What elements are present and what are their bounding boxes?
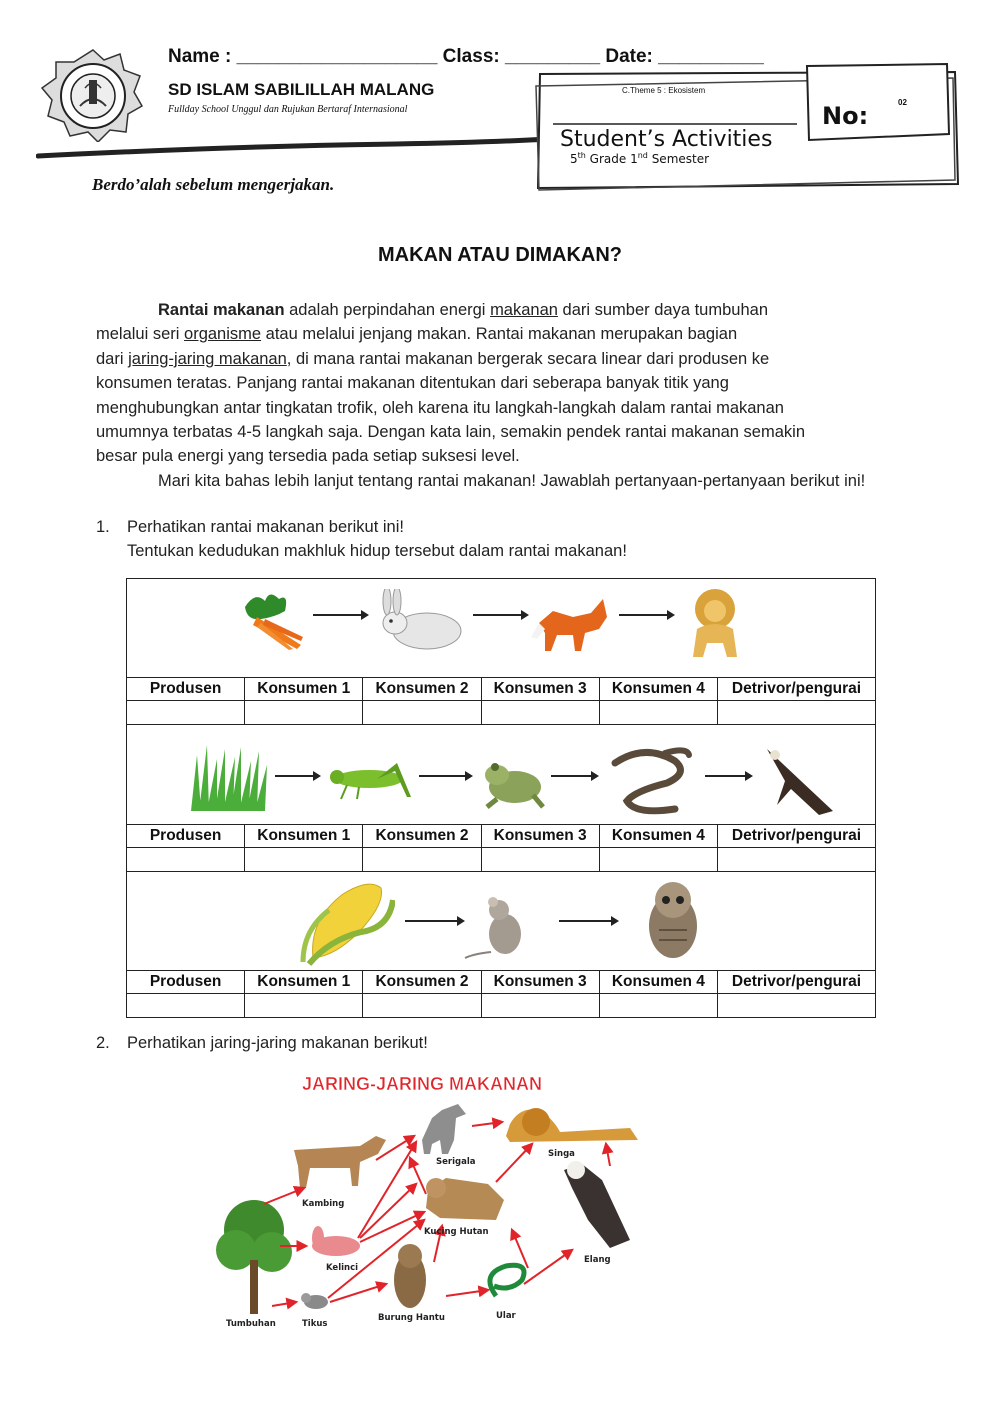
food-chain-table-3 (126, 872, 876, 1018)
answer-cell[interactable] (481, 994, 599, 1018)
fox-icon (529, 593, 613, 655)
school-motto: Fullday School Unggul dan Rujukan Bertaraf Internasional (168, 104, 408, 115)
answer-cell[interactable] (718, 701, 876, 725)
label-elang: Elang (584, 1255, 611, 1265)
label-kambing: Kambing (302, 1199, 345, 1209)
wolf-icon (422, 1104, 466, 1154)
answer-cell[interactable] (245, 848, 363, 872)
header-cell: Konsumen 3 (481, 678, 599, 701)
chain-1-pictures (127, 579, 875, 677)
answer-cell[interactable] (363, 701, 481, 725)
q2-line1: Perhatikan jaring-jaring makanan berikut! (127, 1034, 428, 1052)
answer-cell[interactable] (245, 701, 363, 725)
owl-icon (394, 1244, 426, 1308)
rabbit-icon (373, 589, 469, 653)
q1-line2: Tentukan kedudukan makhluk hidup tersebut dalam rantai makanan! (127, 542, 627, 560)
answer-cell[interactable] (599, 701, 717, 725)
label-ular: Ular (496, 1311, 516, 1321)
chain-3-grid (126, 970, 876, 1018)
answer-cell[interactable] (481, 848, 599, 872)
goat-icon (294, 1136, 386, 1188)
label-serigala: Serigala (436, 1157, 476, 1167)
header-cell: Konsumen 3 (481, 825, 599, 848)
snake-icon (490, 1265, 524, 1296)
header-cell: Konsumen 3 (481, 971, 599, 994)
snake-icon (605, 743, 697, 817)
chain-2-arrow (551, 775, 597, 777)
header-cell: Konsumen 4 (599, 678, 717, 701)
chain-1-answer-row (127, 701, 876, 725)
lion-icon (506, 1108, 638, 1142)
header-cell: Konsumen 2 (363, 971, 481, 994)
chain-3-pictures (127, 872, 875, 970)
activities-title: Student’s Activities (560, 127, 773, 152)
eagle-icon (564, 1161, 630, 1248)
prayer-note: Berdo’alah sebelum mengerjakan. (92, 175, 335, 194)
header-cell: Produsen (127, 825, 245, 848)
grasshopper-icon (327, 761, 415, 801)
header-cell: Konsumen 1 (245, 678, 363, 701)
answer-cell[interactable] (599, 994, 717, 1018)
food-web-diagram (210, 1070, 650, 1335)
label-singa: Singa (548, 1149, 575, 1159)
label-tikus: Tikus (302, 1319, 328, 1329)
food-chain-table-1 (126, 578, 876, 725)
owl-icon (635, 880, 711, 964)
frog-icon (477, 755, 547, 809)
q1-line1: Perhatikan rantai makanan berikut ini! (127, 518, 404, 536)
chain-2-answer-row (127, 848, 876, 872)
answer-cell[interactable] (481, 701, 599, 725)
answer-cell[interactable] (363, 994, 481, 1018)
eagle-icon (761, 745, 835, 819)
chain-1-grid (126, 677, 876, 725)
student-info-line: Name : ___________________ Class: _________ Date: __________ (168, 46, 764, 67)
number-value: 02 (898, 98, 907, 107)
wildcat-icon (426, 1178, 504, 1220)
q2-number: 2. (96, 1034, 110, 1052)
instruction-paragraph: Mari kita bahas lebih lanjut tentang rantai makanan! Jawablah pertanyaan-pertanyaan berikut ini! (158, 472, 866, 490)
answer-cell[interactable] (127, 994, 245, 1018)
q1-number: 1. (96, 518, 110, 536)
answer-cell[interactable] (718, 848, 876, 872)
theme-label: C.Theme 5 : Ekosistem (622, 86, 706, 95)
chain-1-arrow (473, 614, 527, 616)
intro-paragraph: Rantai makanan adalah perpindahan energi makanan dari sumber daya tumbuhan melalui seri organisme atau melalui jenjang makan. Rantai makanan merupakan bagian dari jaring-jaring makanan, di mana rantai makanan bergerak secara linear dari produsen ke konsumen teratas. Panjang rantai makanan ditentukan dari seberapa banyak titik yang menghubungkan antar tingkatan trofik, oleh karena itu langkah-langkah dalam rantai makanan umumnya terbatas 4-5 langkah saja. Dengan kata lain, semakin pendek rantai makanan semakin besar pula energi yang tersedia pada setiap suksesi level. (96, 301, 805, 466)
carrot-icon (235, 587, 307, 651)
chain-2-arrow (705, 775, 751, 777)
rabbit-icon (312, 1226, 360, 1256)
chain-3-arrow (405, 920, 463, 922)
chain-3-answer-row (127, 994, 876, 1018)
mouse-icon (301, 1293, 328, 1309)
label-kucing-hutan: Kucing Hutan (424, 1227, 489, 1237)
header-cell: Konsumen 4 (599, 825, 717, 848)
answer-cell[interactable] (599, 848, 717, 872)
header-cell: Detrivor/pengurai (718, 678, 876, 701)
header-cell: Detrivor/pengurai (718, 971, 876, 994)
chain-2-grid (126, 824, 876, 872)
answer-cell[interactable] (718, 994, 876, 1018)
lion-icon (677, 585, 755, 661)
label-tumbuhan: Tumbuhan (226, 1319, 276, 1329)
tree-icon (216, 1200, 292, 1314)
number-label: No: (822, 102, 869, 130)
answer-cell[interactable] (245, 994, 363, 1018)
mouse-icon (463, 894, 533, 964)
chain-2-arrow (275, 775, 319, 777)
page-title: MAKAN ATAU DIMAKAN? (377, 244, 623, 266)
header-cell: Konsumen 1 (245, 825, 363, 848)
answer-cell[interactable] (127, 848, 245, 872)
header-cell: Produsen (127, 971, 245, 994)
answer-cell[interactable] (127, 701, 245, 725)
header-cell: Detrivor/pengurai (718, 825, 876, 848)
chain-3-header-row (127, 971, 876, 994)
header-cell: Konsumen 2 (363, 825, 481, 848)
header-swoosh (36, 120, 566, 165)
corn-icon (299, 880, 395, 966)
grade-semester: 5th Grade 1nd Semester (570, 151, 710, 166)
chain-2-arrow (419, 775, 471, 777)
grass-icon (189, 745, 269, 811)
chain-1-header-row (127, 678, 876, 701)
food-chain-table-2 (126, 725, 876, 872)
header-cell: Konsumen 2 (363, 678, 481, 701)
chain-3-arrow (559, 920, 617, 922)
food-web-title: JARING-JARING MAKANAN (302, 1074, 543, 1094)
chain-1-arrow (619, 614, 673, 616)
school-name: SD ISLAM SABILILLAH MALANG (168, 80, 435, 99)
chain-2-header-row (127, 825, 876, 848)
answer-cell[interactable] (363, 848, 481, 872)
header-cell: Konsumen 4 (599, 971, 717, 994)
chain-2-pictures (127, 725, 875, 824)
header-cell: Produsen (127, 678, 245, 701)
label-kelinci: Kelinci (326, 1263, 359, 1273)
chain-1-arrow (313, 614, 367, 616)
header-cell: Konsumen 1 (245, 971, 363, 994)
label-burung-hantu: Burung Hantu (378, 1313, 445, 1323)
